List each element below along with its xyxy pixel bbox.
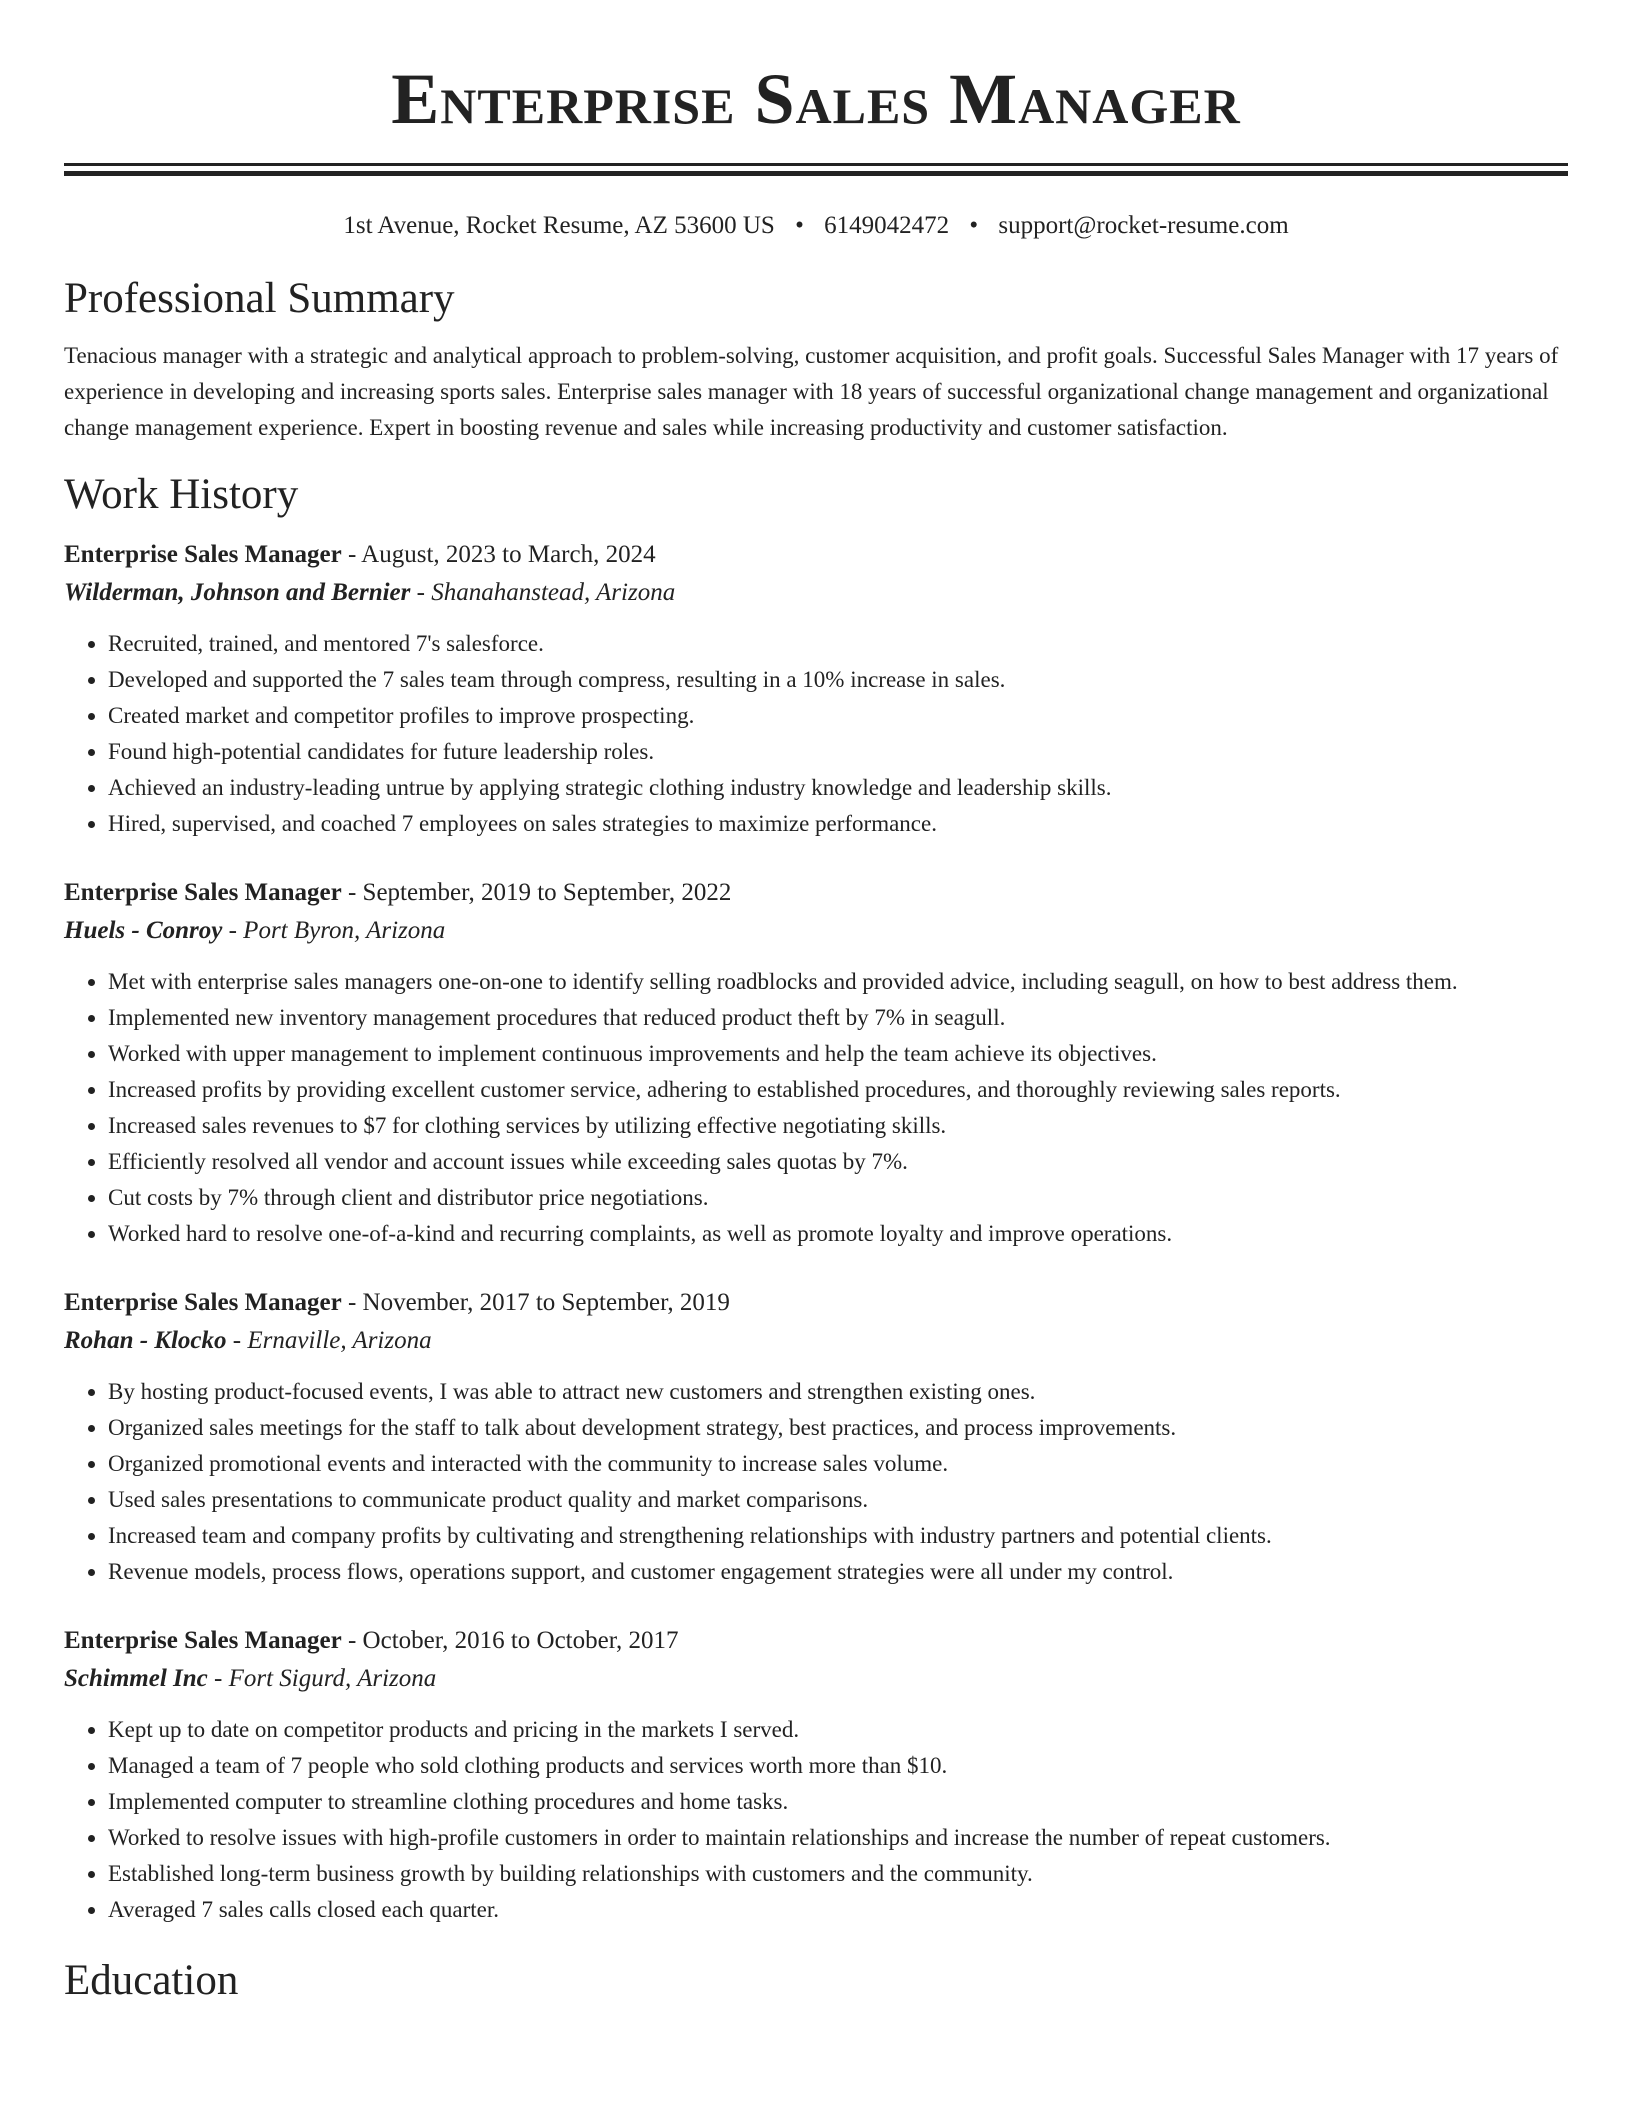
job-entry bbox=[64, 1622, 1568, 1928]
job-bullet: • Worked hard to resolve one-of-a-kind and recurring complaints, as well as promote loyalty and improve operations. bbox=[108, 1216, 1568, 1252]
job-company: Wilderman, Johnson and Bernier bbox=[64, 579, 411, 606]
contact-line bbox=[64, 210, 1568, 242]
job-bullet: • Revenue models, process flows, operations support, and customer engagement strategies were all under my control. bbox=[108, 1554, 1568, 1590]
job-bullet: • Met with enterprise sales managers one-on-one to identify selling roadblocks and provided advice, including seagull, on how to best address them. bbox=[108, 964, 1568, 1000]
summary-heading: Professional Summary bbox=[64, 275, 455, 322]
job-company-line bbox=[64, 1322, 1568, 1360]
work-history-heading: Work History bbox=[64, 471, 299, 518]
job-entry bbox=[64, 874, 1568, 1252]
contact-phone: 6149042472 bbox=[824, 212, 950, 239]
job-bullet: • Recruited, trained, and mentored 7's salesforce. bbox=[108, 626, 1568, 662]
job-title-line bbox=[64, 536, 1568, 574]
job-bullet: • Found high-potential candidates for future leadership roles. bbox=[108, 734, 1568, 770]
job-company-line bbox=[64, 574, 1568, 612]
job-location: - Shanahanstead, Arizona bbox=[410, 579, 676, 606]
job-title-line bbox=[64, 1622, 1568, 1660]
job-bullet: • Increased team and company profits by cultivating and strengthening relationships with industry partners and potential clients. bbox=[108, 1518, 1568, 1554]
job-bullet: • Hired, supervised, and coached 7 employees on sales strategies to maximize performance. bbox=[108, 806, 1568, 842]
job-dates: - November, 2017 to September, 2019 bbox=[341, 1289, 730, 1316]
job-bullet: • Cut costs by 7% through client and distributor price negotiations. bbox=[108, 1180, 1568, 1216]
title-divider bbox=[64, 163, 1568, 176]
job-entry bbox=[64, 536, 1568, 842]
job-bullet: • Developed and supported the 7 sales team through compress, resulting in a 10% increase in sales. bbox=[108, 662, 1568, 698]
job-bullet: • Implemented computer to streamline clothing procedures and home tasks. bbox=[108, 1784, 1568, 1820]
job-role: Enterprise Sales Manager bbox=[64, 1627, 342, 1654]
job-bullet: • Organized promotional events and interacted with the community to increase sales volume. bbox=[108, 1446, 1568, 1482]
job-company: Rohan - Klocko bbox=[64, 1327, 227, 1354]
resume-title: Enterprise Sales Manager bbox=[391, 59, 1241, 139]
job-bullet: • Averaged 7 sales calls closed each quarter. bbox=[108, 1892, 1568, 1928]
job-bullet: • Kept up to date on competitor products and pricing in the markets I served. bbox=[108, 1712, 1568, 1748]
job-bullets bbox=[64, 964, 1568, 1252]
job-company-line bbox=[64, 912, 1568, 950]
job-bullets bbox=[64, 626, 1568, 842]
job-location: - Port Byron, Arizona bbox=[222, 917, 446, 944]
job-company: Schimmel Inc bbox=[64, 1665, 208, 1692]
job-role: Enterprise Sales Manager bbox=[64, 879, 342, 906]
job-company: Huels - Conroy bbox=[64, 917, 223, 944]
job-bullet: • Used sales presentations to communicate product quality and market comparisons. bbox=[108, 1482, 1568, 1518]
contact-separator: • bbox=[969, 212, 979, 239]
job-dates: - October, 2016 to October, 2017 bbox=[341, 1627, 679, 1654]
job-location: - Fort Sigurd, Arizona bbox=[207, 1665, 437, 1692]
job-bullet: • Established long-term business growth by building relationships with customers and the community. bbox=[108, 1856, 1568, 1892]
job-role: Enterprise Sales Manager bbox=[64, 541, 342, 568]
contact-address: 1st Avenue, Rocket Resume, AZ 53600 US bbox=[343, 212, 775, 239]
job-bullets bbox=[64, 1712, 1568, 1928]
job-bullet: • Implemented new inventory management procedures that reduced product theft by 7% in seagull. bbox=[108, 1000, 1568, 1036]
job-bullet: • By hosting product-focused events, I was able to attract new customers and strengthen existing ones. bbox=[108, 1374, 1568, 1410]
job-bullet: • Achieved an industry-leading untrue by applying strategic clothing industry knowledge and leadership skills. bbox=[108, 770, 1568, 806]
job-bullet: • Created market and competitor profiles to improve prospecting. bbox=[108, 698, 1568, 734]
education-heading: Education bbox=[64, 1957, 239, 2004]
job-bullet: • Worked with upper management to implement continuous improvements and help the team achieve its objectives. bbox=[108, 1036, 1568, 1072]
job-bullet: • Organized sales meetings for the staff to talk about development strategy, best practices, and process improvements. bbox=[108, 1410, 1568, 1446]
job-company-line bbox=[64, 1660, 1568, 1698]
job-bullet: • Worked to resolve issues with high-profile customers in order to maintain relationships and increase the number of repeat customers. bbox=[108, 1820, 1568, 1856]
job-title-line bbox=[64, 874, 1568, 912]
contact-email: support@rocket-resume.com bbox=[998, 212, 1289, 239]
job-role: Enterprise Sales Manager bbox=[64, 1289, 342, 1316]
job-title-line bbox=[64, 1284, 1568, 1322]
job-bullet: • Increased sales revenues to $7 for clothing services by utilizing effective negotiating skills. bbox=[108, 1108, 1568, 1144]
job-bullet: • Increased profits by providing excellent customer service, adhering to established procedures, and thoroughly reviewing sales reports. bbox=[108, 1072, 1568, 1108]
summary-text: Tenacious manager with a strategic and analytical approach to problem-solving, customer acquisition, and profit goals. Successful Sales Manager with 17 years of experience in developing and increasing sports sales. Enterprise sales manager with 18 years of successful organizational change management and organizational change management experience. Expert in boosting revenue and sales while increasing productivity and customer satisfaction. bbox=[64, 343, 1559, 440]
contact-separator: • bbox=[795, 212, 804, 239]
job-dates: - September, 2019 to September, 2022 bbox=[341, 879, 732, 906]
job-entry bbox=[64, 1284, 1568, 1590]
job-bullets bbox=[64, 1374, 1568, 1590]
job-bullet: • Efficiently resolved all vendor and account issues while exceeding sales quotas by 7%. bbox=[108, 1144, 1568, 1180]
job-bullet: • Managed a team of 7 people who sold clothing products and services worth more than $10. bbox=[108, 1748, 1568, 1784]
job-dates: - August, 2023 to March, 2024 bbox=[341, 541, 656, 568]
job-location: - Ernaville, Arizona bbox=[226, 1327, 432, 1354]
